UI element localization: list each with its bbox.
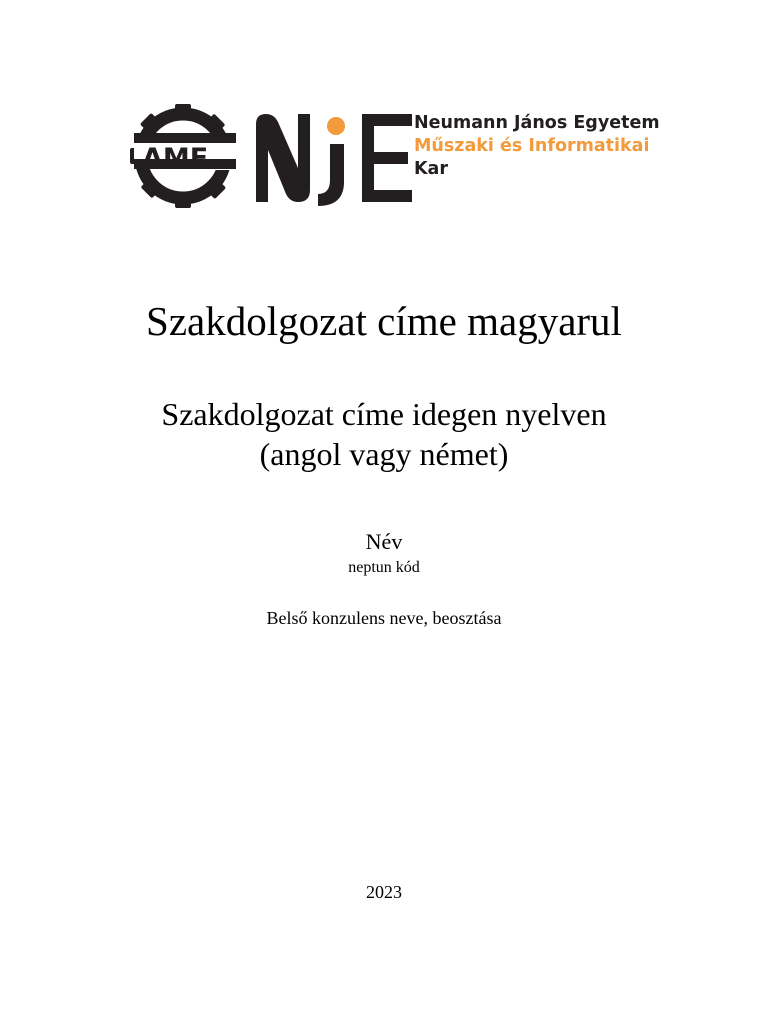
subtitle-line-2: (angol vagy német) [259, 436, 509, 472]
neptun-code: neptun kód [348, 559, 420, 576]
year: 2023 [366, 882, 402, 902]
institution-line-3: Kar [414, 159, 449, 179]
nje-logo-text: NJE [252, 110, 254, 111]
amf-gear-logo [130, 104, 236, 208]
author-name: Név [365, 529, 403, 554]
thesis-title: Szakdolgozat címe magyarul [146, 298, 622, 344]
subtitle-line-1: Szakdolgozat címe idegen nyelven [161, 396, 607, 432]
amf-logo-text: AMF [142, 143, 209, 174]
consultant-name: Belső konzulens neve, beosztása [266, 608, 502, 628]
institution-line-1: Neumann János Egyetem [414, 113, 660, 133]
institution-line-2: Műszaki és Informatikai [414, 136, 650, 156]
header-logos [130, 104, 670, 208]
institution-name [414, 112, 660, 181]
thesis-subtitle [0, 394, 768, 474]
